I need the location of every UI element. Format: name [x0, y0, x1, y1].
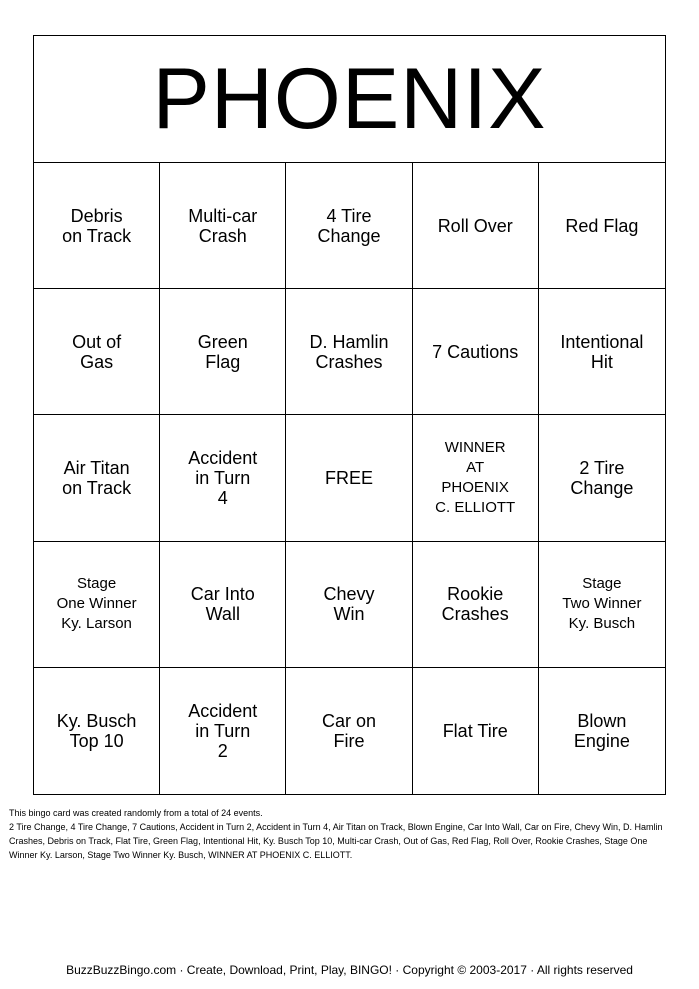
bingo-grid	[34, 163, 665, 794]
event-list: 2 Tire Change, 4 Tire Change, 7 Cautions, Accident in Turn 2, Accident in Turn 4, Air Titan on Track, Blown Engine, Car Into Wall, Car on Fire, Chevy Win, D. Hamlin Crashes, Debris on Track, Flat Tire, Green Flag, Intentional Hit, Ky. Busch Top 10, Multi-car Crash, Out of Gas, Red Flag, Roll Over, Rookie Crashes, Stage One Winner Ky. Larson, Stage Two Winner Ky. Busch, WINNER AT PHOENIX C. ELLIOTT.	[9, 822, 663, 860]
card-title: PHOENIX	[34, 36, 665, 163]
bingo-cell: Car on Fire	[286, 668, 412, 794]
bingo-cell: 7 Cautions	[413, 289, 539, 415]
bingo-cell: Accident in Turn 4	[160, 415, 286, 541]
bingo-cell: Multi-car Crash	[160, 163, 286, 289]
bingo-cell: Air Titan on Track	[34, 415, 160, 541]
free-space-cell: FREE	[286, 415, 412, 541]
bingo-cell: Debris on Track	[34, 163, 160, 289]
bingo-cell: Stage Two Winner Ky. Busch	[539, 542, 665, 668]
bingo-cell: Out of Gas	[34, 289, 160, 415]
bingo-cell: Blown Engine	[573, 710, 630, 751]
bingo-cell: Flat Tire	[413, 668, 539, 794]
bingo-cell: Accident in Turn 2	[160, 668, 286, 794]
bingo-cell: 4 Tire Change	[286, 163, 412, 289]
bingo-cell: Chevy Win	[286, 542, 412, 668]
bingo-cell: 2 Tire Change	[539, 415, 665, 541]
bingo-cell: D. Hamlin Crashes	[286, 289, 412, 415]
copyright-footer: BuzzBuzzBingo.com · Create, Download, Print, Play, BINGO! · Copyright © 2003-2017 · All rights reserved	[66, 963, 633, 977]
bingo-cell: Green Flag	[160, 289, 286, 415]
bingo-cell: Red Flag	[539, 163, 665, 289]
bingo-cell: WINNER AT PHOENIX C. ELLIOTT	[413, 415, 539, 541]
bingo-card	[33, 35, 666, 795]
bingo-cell: Rookie Crashes	[413, 542, 539, 668]
event-list-info	[9, 806, 669, 862]
bingo-cell: Intentional Hit	[539, 289, 665, 415]
bingo-cell: Car Into Wall	[160, 542, 286, 668]
bingo-cell: Roll Over	[413, 163, 539, 289]
bingo-cell: Ky. Busch Top 10	[34, 668, 160, 794]
bingo-cell: Stage One Winner Ky. Larson	[34, 542, 160, 668]
event-count-note: This bingo card was created randomly from a total of 24 events.	[9, 808, 263, 818]
